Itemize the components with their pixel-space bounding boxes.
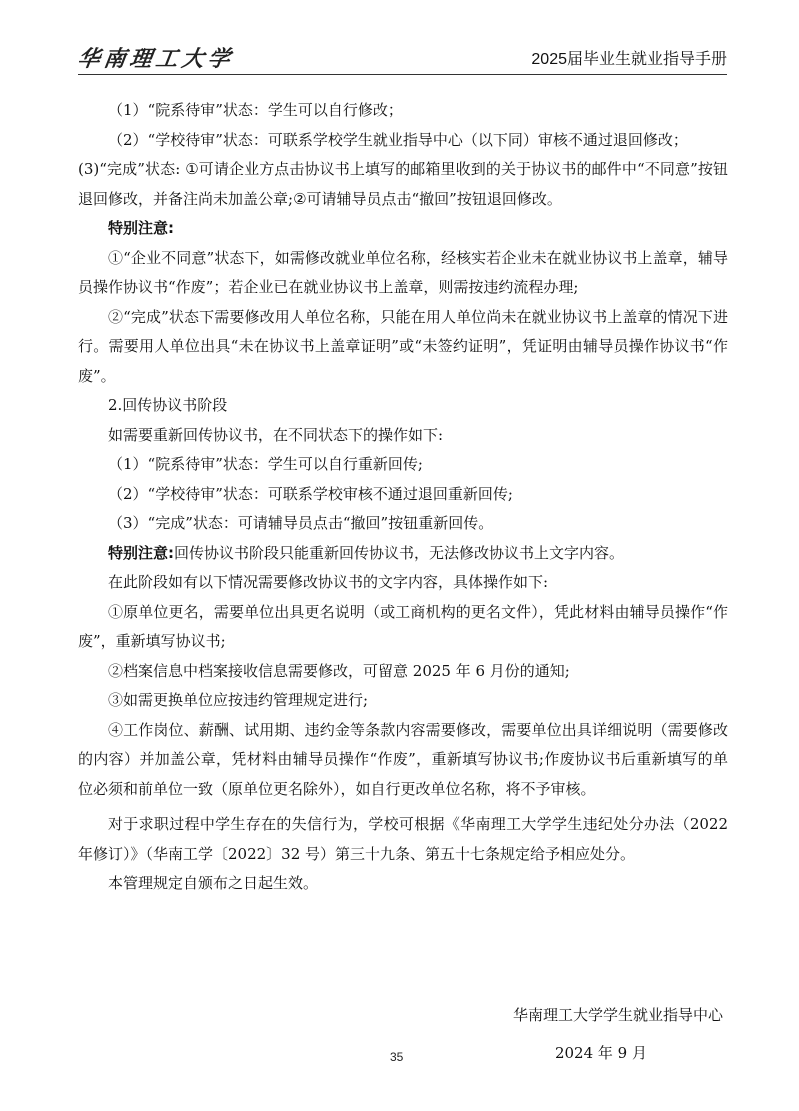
conditions-intro: 在此阶段如有以下情况需要修改协议书的文字内容，具体操作如下:	[108, 573, 549, 591]
modify-item-3-text-a: 可请企业方点击协议书上填写的邮箱里收到的关于协议书的邮件中“不同意”按钮退回修改，并备注尚未加盖公章;	[78, 160, 728, 208]
special-note-2: ②“完成”状态下需要修改用人单位名称，只能在用人单位尚未在就业协议书上盖章的情况下进行。需要用人单位出具“未在协议书上盖章证明”或“未签约证明”，凭证明由辅导员操作协议书“作废”。	[78, 307, 728, 385]
special-note-2-text: 回传协议书阶段只能重新回传协议书，无法修改协议书上文字内容。	[174, 543, 625, 562]
university-logo: 华南理工大学	[75, 46, 236, 72]
condition-1: ①原单位更名，需要单位出具更名说明（或工商机构的更名文件），凭此材料由辅导员操作“作废”，重新填写协议书;	[78, 602, 728, 650]
resubmit-item-3: （3）“完成”状态：可请辅导员点击“撤回”按钮重新回传。	[108, 514, 494, 532]
modify-item-1: （1）“院系待审”状态：学生可以自行修改；	[108, 101, 403, 119]
modify-item-3	[78, 155, 728, 214]
special-note-heading: 特别注意:	[108, 219, 174, 237]
issuing-organization: 华南理工大学学生就业指导中心	[512, 1006, 723, 1024]
issue-date: 2024 年 9 月	[554, 1044, 647, 1062]
resubmit-item-2: （2）“学校待审”状态：可联系学校审核不通过退回重新回传;	[108, 484, 513, 503]
handbook-title: 2025届毕业生就业指导手册	[531, 51, 727, 68]
credit-paragraph: 对于求职过程中学生存在的失信行为，学校可根据《华南理工大学学生违纪处分办法（2022 年修订）》（华南工学〔2022〕32 号）第三十九条、第五十七条规定给予相应处分。	[78, 815, 728, 863]
effective-paragraph: 本管理规定自颁布之日起生效。	[108, 874, 319, 892]
condition-4: ④工作岗位、薪酬、试用期、违约金等条款内容需要修改，需要单位出具详细说明（需要修改的内容）并加盖公章，凭材料由辅导员操作“作废”，重新填写协议书;作废协议书后重新填写的单位必须和前单位一致（原单位更名除外），如自行更改单位名称，将不予审核。	[78, 720, 728, 798]
document-body	[78, 96, 728, 899]
modify-item-3-label: (3)“完成”状态:	[78, 160, 186, 178]
section-2-heading: 2.回传协议书阶段	[108, 396, 228, 414]
modify-item-3-text-b: 可请辅导员点击“撤回”按钮退回修改。	[306, 189, 562, 208]
circled-number-1: ①	[185, 160, 199, 178]
condition-3: ③如需更换单位应按违约管理规定进行;	[108, 691, 369, 709]
section-2-intro: 如需要重新回传协议书，在不同状态下的操作如下:	[108, 425, 444, 444]
special-note-1: ①“企业不同意”状态下，如需修改就业单位名称，经核实若企业未在就业协议书上盖章，辅导员操作协议书“作废”；若企业已在就业协议书上盖章，则需按违约流程办理;	[78, 248, 728, 296]
circled-number-2: ②	[293, 189, 307, 208]
special-note-2-paragraph	[78, 539, 728, 569]
special-note-2-heading: 特别注意:	[108, 543, 174, 562]
page-number: 35	[390, 1050, 404, 1064]
header-divider	[78, 74, 727, 75]
condition-2: ②档案信息中档案接收信息需要修改，可留意 2025 年 6 月份的通知;	[108, 661, 570, 680]
resubmit-item-1: （1）“院系待审”状态：学生可以自行重新回传;	[108, 455, 423, 473]
modify-item-2: （2）“学校待审”状态：可联系学校学生就业指导中心（以下同）审核不通过退回修改；	[108, 130, 688, 149]
